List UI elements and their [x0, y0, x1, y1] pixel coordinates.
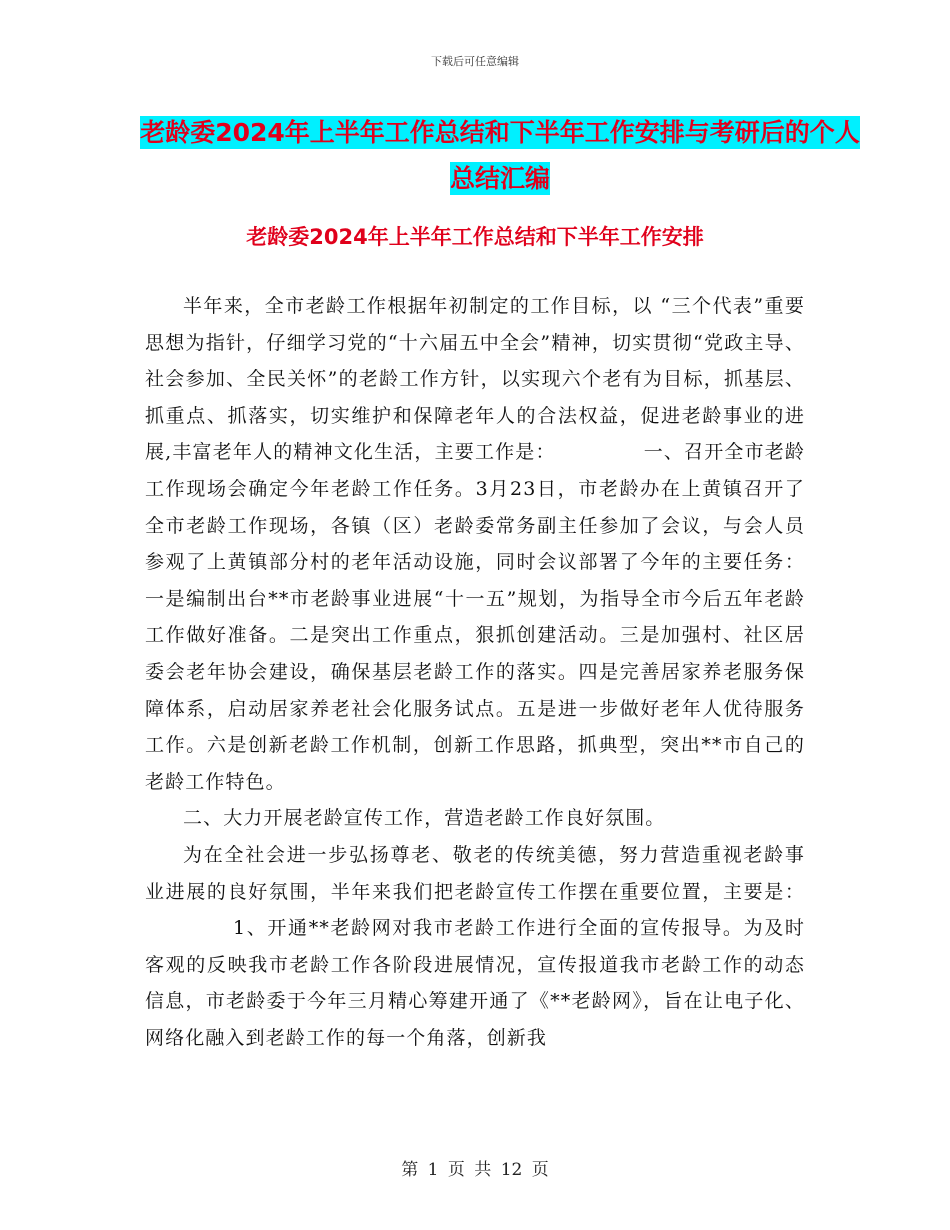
page-header: 下载后可任意编辑 — [431, 55, 519, 68]
page-footer: 第 1 页 共 12 页 — [401, 1160, 549, 1180]
paragraph-text: 一、召开全市老龄工作现场会确定今年老龄工作任务。3月23日，市老龄办在上黄镇召开了全市老龄工作现场，各镇（区）老龄委常务副主任参加了会议，与会人员参观了上黄镇部分村的老年活动设施，同时会议部署了今年的主要任务：一是编制出台**市老龄事业进展“十一五”规划，为指导全市今后五年老龄工作做好准备。二是突出工作重点，狠抓创建活动。三是加强村、社区居委会老年协会建设，确保基层老龄工作的落实。四是完善居家养老服务保障体系，启动居家养老社会化服务试点。五是进一步做好老年人优待服务工作。六是创新老龄工作机制，创新工作思路，抓典型，突出**市自己的老龄工作特色。 — [145, 441, 805, 793]
paragraph: 二、大力开展老龄宣传工作，营造老龄工作良好氛围。 — [183, 807, 666, 830]
document-title — [140, 110, 860, 202]
paragraph-text: 1、开通**老龄网对我市老龄工作进行全面的宣传报导。为及时客观的反映我市老龄工作各阶段进展情况，宣传报道我市老龄工作的动态信息，市老龄委于今年三月精心筹建开通了《**老龄网》，旨在让电子化、网络化融入到老龄工作的每一个角落，创新我 — [145, 917, 805, 1049]
paragraph — [145, 837, 805, 1057]
document-body — [145, 288, 805, 1056]
document-title-text: 老龄委2024年上半年工作总结和下半年工作安排与考研后的个人总结汇编 — [140, 118, 860, 193]
paragraph-text: 为在全社会进一步弘扬尊老、敬老的传统美德，努力营造重视老龄事业进展的良好氛围，半年来我们把老龄宣传工作摆在重要位置，主要是： — [145, 843, 805, 903]
paragraph — [145, 288, 805, 800]
section-title: 老龄委2024年上半年工作总结和下半年工作安排 — [246, 225, 704, 249]
paragraph-text: 半年来，全市老龄工作根据年初制定的工作目标，以 “三个代表”重要思想为指针，仔细学习党的“十六届五中全会”精神，切实贯彻“党政主导、社会参加、全民关怀”的老龄工作方针，以实现六个老有为目标，抓基层、抓重点、抓落实，切实维护和保障老年人的合法权益，促进老龄事业的进展,丰富老年人的精神文化生活，主要工作是： — [145, 295, 805, 464]
